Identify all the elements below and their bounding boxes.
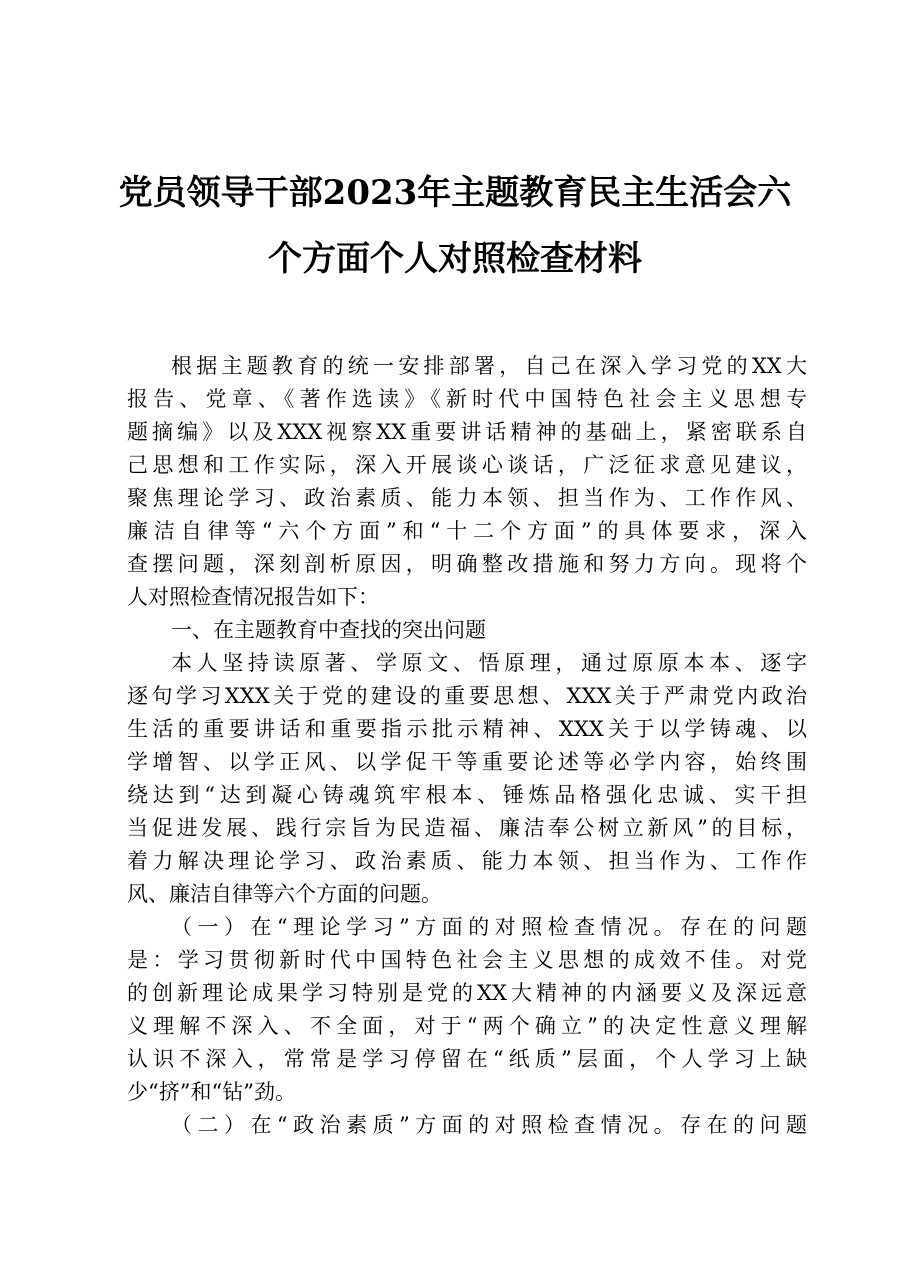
body-line: 本人坚持读原著、学原文、悟原理，通过原原本本、逐字 <box>171 651 807 675</box>
body-line: 少“挤”和“钻”劲。 <box>127 1080 296 1104</box>
body-line: （一）在“理论学习”方面的对照检查情况。存在的问题 <box>171 915 807 939</box>
document-title-line-2: 个方面个人对照检查材料 <box>268 239 642 279</box>
body-line: 义理解不深入、不全面，对于“两个确立”的决定性意义理解 <box>127 1014 807 1038</box>
document-body <box>127 350 807 1142</box>
body-line: 生活的重要讲话和重要指示批示精神、XXX关于以学铸魂、以 <box>127 717 807 741</box>
section-heading: 一、在主题教育中查找的突出问题 <box>171 618 486 642</box>
body-line: 聚焦理论学习、政治素质、能力本领、担当作为、工作作风、 <box>127 486 807 510</box>
body-line: 着力解决理论学习、政治素质、能力本领、担当作为、工作作 <box>127 849 807 873</box>
body-line: （二）在“政治素质”方面的对照检查情况。存在的问题 <box>171 1113 807 1137</box>
body-line: 是：学习贯彻新时代中国特色社会主义思想的成效不佳。对党 <box>127 948 807 972</box>
body-line: 学增智、以学正风、以学促干等重要论述等必学内容，始终围 <box>127 750 807 774</box>
document-title-line-1: 党员领导干部2023年主题教育民主生活会六 <box>118 173 792 213</box>
body-line: 的创新理论成果学习特别是党的XX大精神的内涵要义及深远意 <box>127 981 807 1005</box>
body-line: 己思想和工作实际，深入开展谈心谈话，广泛征求意见建议， <box>127 453 807 477</box>
body-line: 廉洁自律等“六个方面”和“十二个方面”的具体要求，深入 <box>127 519 807 543</box>
body-line: 认识不深入，常常是学习停留在“纸质”层面，个人学习上缺 <box>127 1047 807 1071</box>
body-line: 风、廉洁自律等六个方面的问题。 <box>127 882 442 906</box>
body-line: 查摆问题，深刻剖析原因，明确整改措施和努力方向。现将个 <box>127 552 807 576</box>
body-line: 当促进发展、践行宗旨为民造福、廉洁奉公树立新风”的目标， <box>127 816 807 840</box>
body-line: 逐句学习XXX关于党的建设的重要思想、XXX关于严肃党内政治 <box>127 684 807 708</box>
body-line: 人对照检查情况报告如下： <box>127 585 379 609</box>
body-line: 报告、党章、《著作选读》《新时代中国特色社会主义思想专 <box>127 387 807 411</box>
body-line: 题摘编》以及XXX视察XX重要讲话精神的基础上，紧密联系自 <box>127 420 807 444</box>
body-line: 根据主题教育的统一安排部署，自己在深入学习党的XX大 <box>171 354 807 378</box>
body-line: 绕达到“达到凝心铸魂筑牢根本、锤炼品格强化忠诚、实干担 <box>127 783 807 807</box>
